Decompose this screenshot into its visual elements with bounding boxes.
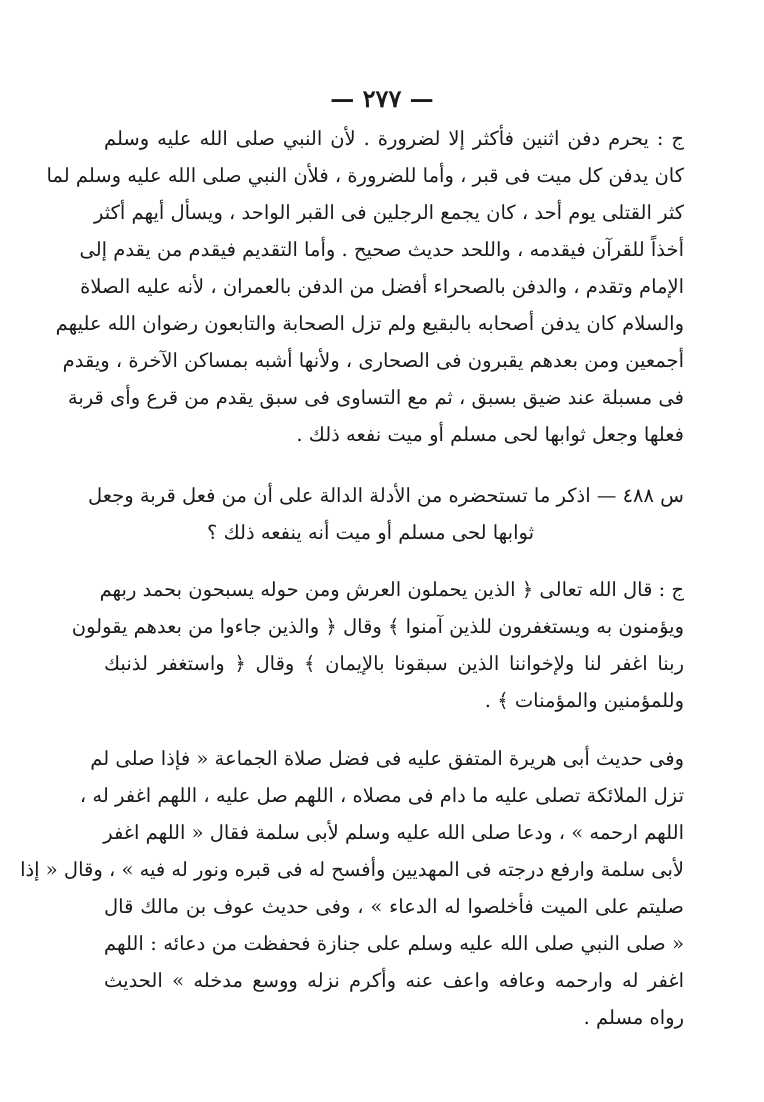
text-line: ج : قال الله تعالى ﴿ الذين يحملون العرش ومن حوله يسبحون بحمد ربهم <box>99 578 684 601</box>
text-line: أجمعين ومن بعدهم يقبرون فى الصحارى ، ولأنها أشبه بمساكن الآخرة ، ويقدم <box>62 349 684 372</box>
question-paragraph-488 <box>87 477 684 551</box>
text-line: كثر القتلى يوم أحد ، كان يجمع الرجلين فى القبر الواحد ، ويسأل أيهم أكثر <box>93 201 684 224</box>
text-line: وللمؤمنين والمؤمنات ﴾ . <box>484 689 684 712</box>
text-line: وفى حديث أبى هريرة المتفق عليه فى فضل صلاة الجماعة « فإذا صلى لم <box>90 747 684 770</box>
text-line: ويؤمنون به ويستغفرون للذين آمنوا ﴾ وقال ﴿ والذين جاءوا من بعدهم يقولون <box>71 615 684 638</box>
text-line: الإمام وتقدم ، والدفن بالصحراء أفضل من الدفن بالعمران ، لأنه عليه الصلاة <box>80 275 684 298</box>
text-line: فعلها وجعل ثوابها لحى مسلم أو ميت نفعه ذلك . <box>296 423 684 446</box>
text-line: اللهم ارحمه » ، ودعا صلى الله عليه وسلم لأبى سلمة فقال « اللهم اغفر <box>103 821 684 844</box>
text-line: ربنا اغفر لنا ولإخواننا الذين سبقونا بالإيمان ﴾ وقال ﴿ واستغفر لذنبك <box>104 652 684 675</box>
question-line: ثوابها لحى مسلم أو ميت أنه ينفعه ذلك ؟ <box>207 521 534 544</box>
text-line: ج : يحرم دفن اثنين فأكثر إلا لضرورة . لأن النبي صلى الله عليه وسلم <box>104 127 684 150</box>
page-number: — ٢٧٧ — <box>330 84 434 113</box>
text-line: رواه مسلم . <box>583 1006 684 1029</box>
question-line: س ٤٨٨ — اذكر ما تستحضره من الأدلة الدالة على أن من فعل قربة وجعل <box>87 484 684 507</box>
text-line: كان يدفن كل ميت فى قبر ، وأما للضرورة ، فلأن النبي صلى الله عليه وسلم لما <box>46 164 684 187</box>
text-line: تزل الملائكة تصلى عليه ما دام فى مصلاه ، اللهم صل عليه ، اللهم اغفر له ، <box>79 784 684 807</box>
answer-paragraph-burial <box>46 120 684 453</box>
text-line: صليتم على الميت فأخلصوا له الدعاء » ، وفى حديث عوف بن مالك قال <box>104 895 684 918</box>
text-line: والسلام كان يدفن أصحابه بالبقيع ولم تزل الصحابة والتابعون رضوان الله عليهم <box>55 312 684 335</box>
text-line: فى مسبلة عند ضيق بسبق ، ثم مع التساوى فى سبق يقدم من قرع وأى قربة <box>67 386 684 409</box>
text-line: لأبى سلمة وارفع درجته فى المهديين وأفسح له فى قبره ونور له فيه » ، وقال « إذا <box>20 858 684 881</box>
answer-paragraph-quran-verses <box>71 571 684 719</box>
text-line: اغفر له وارحمه وعافه واعف عنه وأكرم نزله ووسع مدخله » الحديث <box>104 969 684 992</box>
text-line: « صلى النبي صلى الله عليه وسلم على جنازة فحفظت من دعائه : اللهم <box>104 932 684 955</box>
hadith-paragraph <box>20 740 684 1036</box>
text-line: أخذاً للقرآن فيقدمه ، واللحد حديث صحيح . وأما التقديم فيقدم من يقدم إلى <box>79 238 684 261</box>
